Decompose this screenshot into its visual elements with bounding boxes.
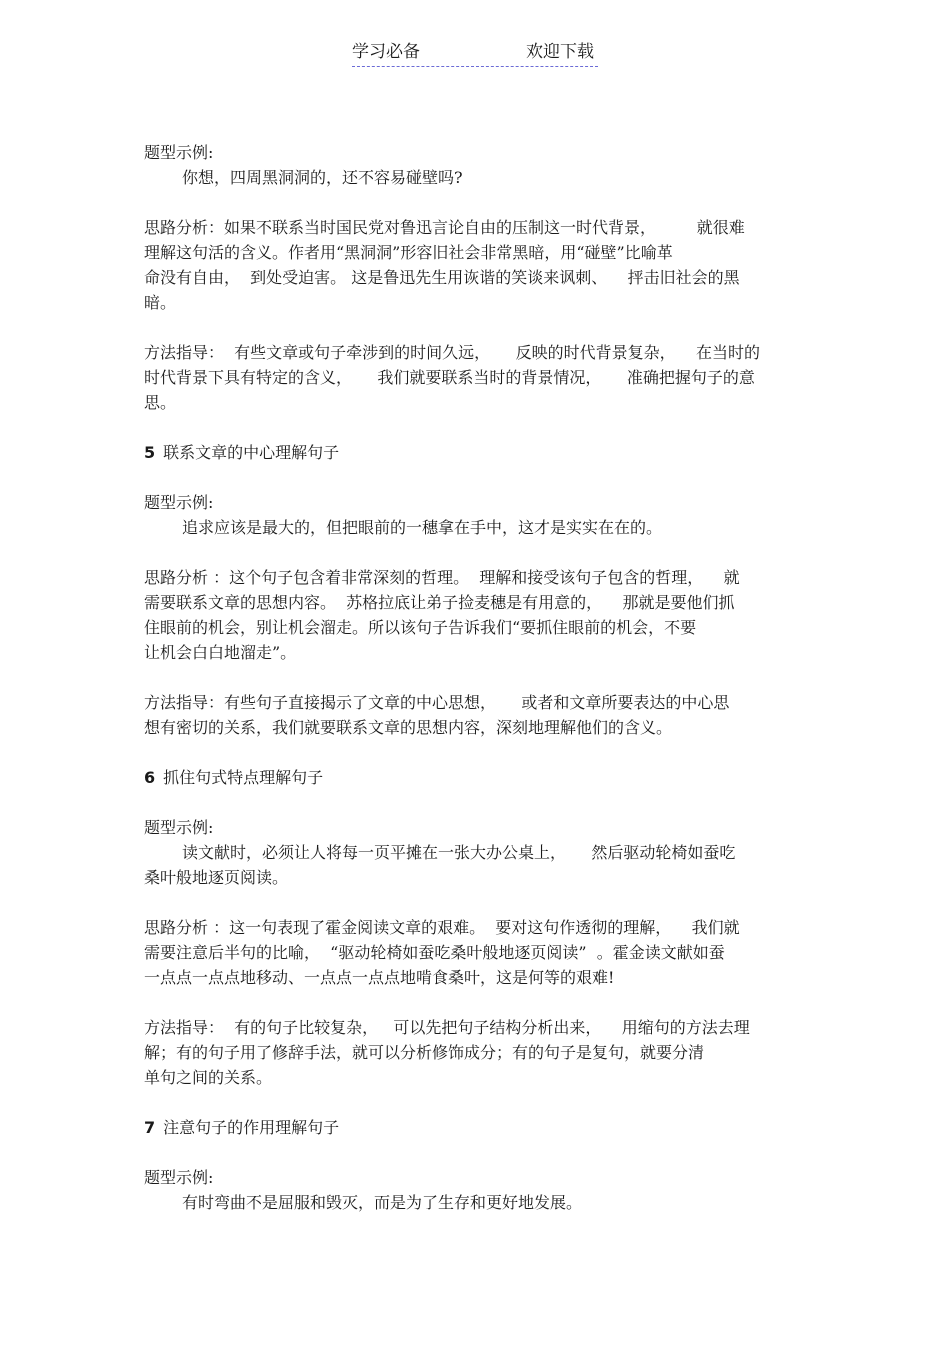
- example-sentence: 有时弯曲不是屈服和毁灭，而是为了生存和更好地发展。: [182, 1193, 583, 1212]
- section-number: 6: [144, 768, 156, 787]
- section-title: 抓住句式特点理解句子: [163, 768, 324, 787]
- header-right-text: 欢迎下载: [526, 42, 594, 62]
- example-label: 题型示例:: [144, 493, 214, 512]
- analysis-paragraph: 思路分析 ：这一句表现了霍金阅读文章的艰难。 要对这句作透彻的理解， 我们就 需要注意后半句的比喻， “驱动轮椅如蚕吃桑叶般地逐页阅读” 。霍金读文献如蚕 一点点一点点地移动、一点点一点点地啃食桑叶，这是何等的艰难!: [144, 918, 740, 987]
- example-label: 题型示例:: [144, 143, 214, 162]
- example-label: 题型示例:: [144, 1168, 214, 1187]
- section-heading-7: [144, 1115, 814, 1140]
- analysis-paragraph: 思路分析：如果不联系当时国民党对鲁迅言论自由的压制这一时代背景， 就很难 理解这句活的含义。作者用“黑洞洞”形容旧社会非常黑暗，用“碰壁”比喻革 命没有自由， 到处受迫害。 这是鲁迅先生用诙谐的笑谈来讽刺、 抨击旧社会的黑 暗。: [144, 218, 745, 312]
- analysis-paragraph: 思路分析 ：这个句子包含着非常深刻的哲理。 理解和接受该句子包含的哲理， 就 需要联系文章的思想内容。 苏格拉底让弟子捡麦穗是有用意的， 那就是要他们抓 住眼前的机会，别让机会溜走。所以该句子告诉我们“要抓住眼前的机会，不要 让机会白白地溜走”。: [144, 568, 740, 662]
- example-sentence: [144, 840, 814, 890]
- document-body: [144, 140, 814, 1215]
- section-heading-5: [144, 440, 814, 465]
- section-number: 5: [144, 443, 156, 462]
- method-paragraph: 方法指导： 有些文章或句子牵涉到的时间久远， 反映的时代背景复杂， 在当时的 时代背景下具有特定的含义， 我们就要联系当时的背景情况， 准确把握句子的意 思。: [144, 343, 760, 412]
- example-label: 题型示例:: [144, 818, 214, 837]
- page-header: [352, 40, 598, 67]
- method-paragraph: 方法指导：有些句子直接揭示了文章的中心思想， 或者和文章所要表达的中心思 想有密切的关系，我们就要联系文章的思想内容，深刻地理解他们的含义。: [144, 693, 730, 737]
- method-paragraph: 方法指导： 有的句子比较复杂， 可以先把句子结构分析出来， 用缩句的方法去理 解；有的句子用了修辞手法，就可以分析修饰成分；有的句子是复句，就要分清 单句之间的关系。: [144, 1018, 750, 1087]
- example-sentence: 你想，四周黑洞洞的，还不容易碰壁吗?: [182, 168, 463, 187]
- section-heading-6: [144, 765, 814, 790]
- section-title: 联系文章的中心理解句子: [163, 443, 340, 462]
- section-title: 注意句子的作用理解句子: [163, 1118, 340, 1137]
- example-text: 读文献时，必须让人将每一页平摊在一张大办公桌上， 然后驱动轮椅如蚕吃 桑叶般地逐页阅读。: [144, 843, 736, 887]
- section-number: 7: [144, 1118, 156, 1137]
- header-left-text: 学习必备: [352, 42, 420, 62]
- example-sentence: 追求应该是最大的，但把眼前的一穗拿在手中，这才是实实在在的。: [182, 518, 663, 537]
